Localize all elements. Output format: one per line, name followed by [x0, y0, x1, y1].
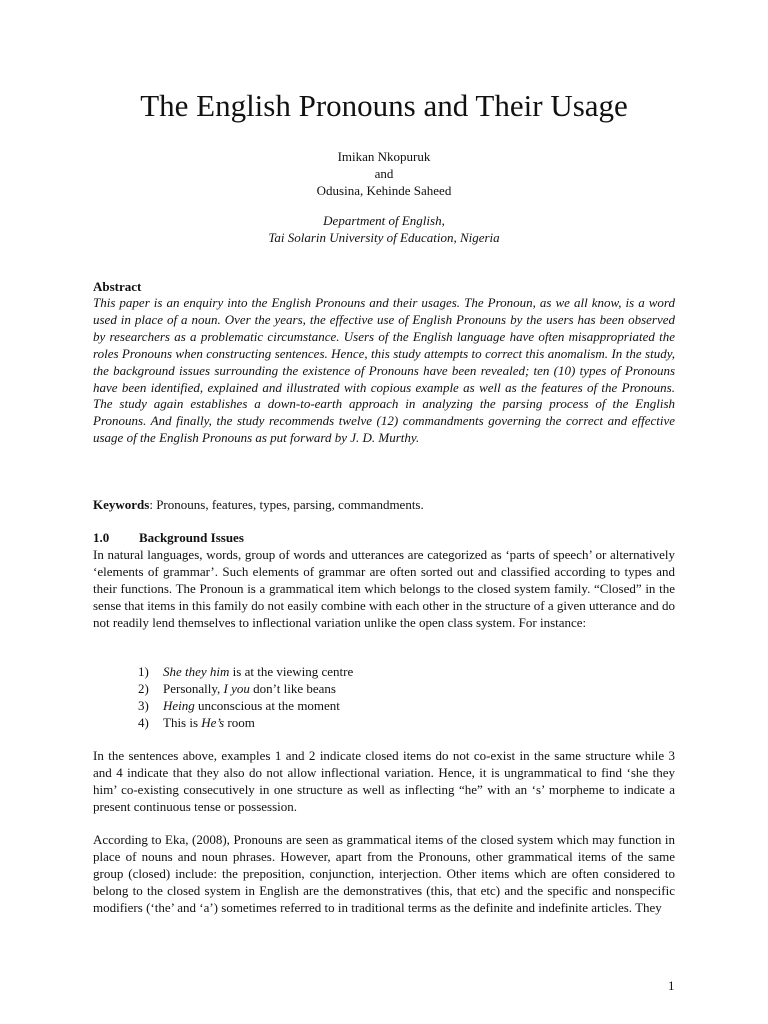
list-item: 4) This is He’s room: [138, 714, 255, 730]
section-heading: [93, 530, 675, 547]
list-item: 2) Personally, I you don’t like beans: [138, 680, 336, 696]
paragraph: In the sentences above, examples 1 and 2 indicate closed items do not co-exist in the same structure while 3 and 4 indicate that they also do not allow inflectional variation. Hence, it is ungrammatical to find ‘she they him’ co-existing consecutively in one structure as well as inflecting “he” with an ‘s’ morpheme to indicate a present continuous tense or possession.: [93, 748, 675, 814]
paragraph: In natural languages, words, group of words and utterances are categorized as ‘parts of speech’ or alternatively ‘elements of grammar’. Such elements of grammar are often sorted out and classified according to types and their functions. The Pronoun is a grammatical item which belongs to the closed system family. “Closed” in the sense that items in this family do not easily combine with each other in the structure of a given utterance and do not readily lend themselves to inflectional variation unlike the open class system. For instance:: [93, 547, 675, 630]
keywords-line: [93, 497, 675, 514]
section-number: 1.0: [93, 530, 110, 545]
abstract-heading: Abstract: [93, 279, 142, 294]
keywords-label: Keywords: [93, 497, 150, 512]
university: Tai Solarin University of Education, Nigeria: [268, 230, 500, 245]
list-item: 3) Heing unconscious at the moment: [138, 697, 340, 713]
list-item: 1) She they him is at the viewing centre: [138, 664, 354, 679]
section-title: Background Issues: [139, 530, 244, 545]
author-conjunction: and: [374, 166, 394, 181]
keywords-text: : Pronouns, features, types, parsing, commandments.: [149, 497, 424, 512]
author-name: Odusina, Kehinde Saheed: [316, 183, 452, 198]
department: Department of English,: [323, 213, 445, 228]
author-name: Imikan Nkopuruk: [337, 149, 431, 164]
example-list: [138, 664, 638, 732]
abstract-text: This paper is an enquiry into the English Pronouns and their usages. The Pronoun, as we all know, is a word used in place of a noun. Over the years, the effective use of English Pronouns by the users has been observed by researchers as a problematic circumstance. Users of the English language have often misappropriated the roles Pronouns when constructing sentences. Hence, this study attempts to correct this anomalism. In the study, the background issues surrounding the existence of Pronouns have been revealed; ten (10) types of Pronouns have been identified, explained and illustrated with copious example as well as the features of the Pronouns. The study again establishes a down-to-earth approach in analyzing the parsing process of the English Pronouns. And finally, the study recommends twelve (12) commandments governing the correct and effective usage of the English Pronouns as put forward by J. D. Murthy.: [93, 295, 675, 446]
author-block: [0, 148, 768, 199]
page-number: 1: [668, 978, 675, 993]
paper-title: The English Pronouns and Their Usage: [140, 88, 628, 123]
paragraph: According to Eka, (2008), Pronouns are seen as grammatical items of the closed system which may function in place of nouns and noun phrases. However, apart from the Pronouns, other grammatical items of the same group (closed) include: the preposition, conjunction, interjection. Other items which are often considered to belong to the closed system in English are the demonstratives (this, that etc) and the specific and nonspecific modifiers (‘the’ and ‘a’) sometimes referred to in traditional terms as the definite and indefinite articles. They: [93, 832, 675, 915]
affiliation-block: [0, 212, 768, 246]
